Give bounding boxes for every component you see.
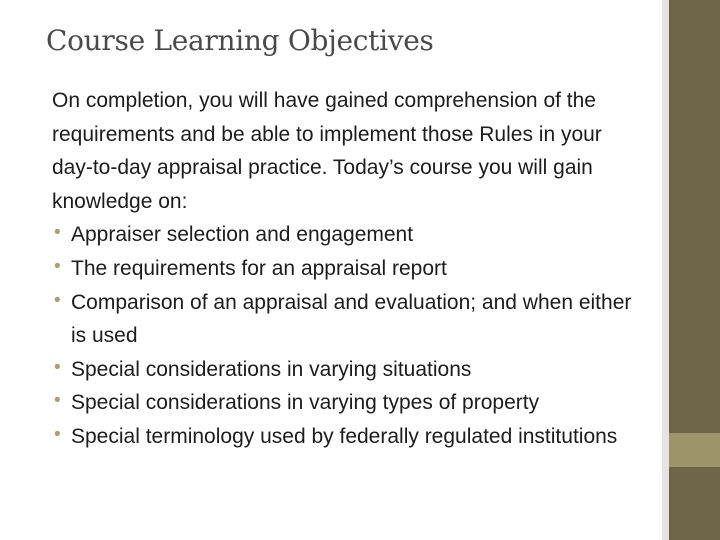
bullet-icon: •	[54, 255, 61, 277]
list-item-text: Special terminology used by federally regulated institutions	[71, 424, 618, 448]
list-item	[52, 286, 632, 353]
bullet-icon: •	[54, 390, 61, 412]
bullet-icon: •	[54, 423, 61, 445]
list-item	[52, 353, 632, 387]
bullet-icon: •	[54, 356, 61, 378]
slide-title: Course Learning Objectives	[46, 24, 434, 57]
list-item-text: The requirements for an appraisal report	[71, 256, 447, 280]
slide-body	[52, 84, 632, 454]
list-item-text: Appraiser selection and engagement	[71, 223, 414, 247]
list-item	[52, 218, 632, 252]
list-item-text: Special considerations in varying situations	[71, 357, 472, 381]
sidebar-accent-block	[669, 433, 720, 467]
objectives-list	[52, 218, 632, 453]
list-item-text: Comparison of an appraisal and evaluation; and when either is used	[71, 290, 632, 348]
list-item	[52, 252, 632, 286]
list-item	[52, 386, 632, 420]
bullet-icon: •	[54, 289, 61, 311]
bullet-icon: •	[54, 222, 61, 244]
list-item	[52, 420, 632, 454]
list-item-text: Special considerations in varying types of property	[71, 391, 540, 415]
intro-paragraph: On completion, you will have gained comprehension of the requirements and be able to implement those Rules in your day-to-day appraisal practice. Today’s course you will gain knowledge on:	[52, 89, 602, 213]
